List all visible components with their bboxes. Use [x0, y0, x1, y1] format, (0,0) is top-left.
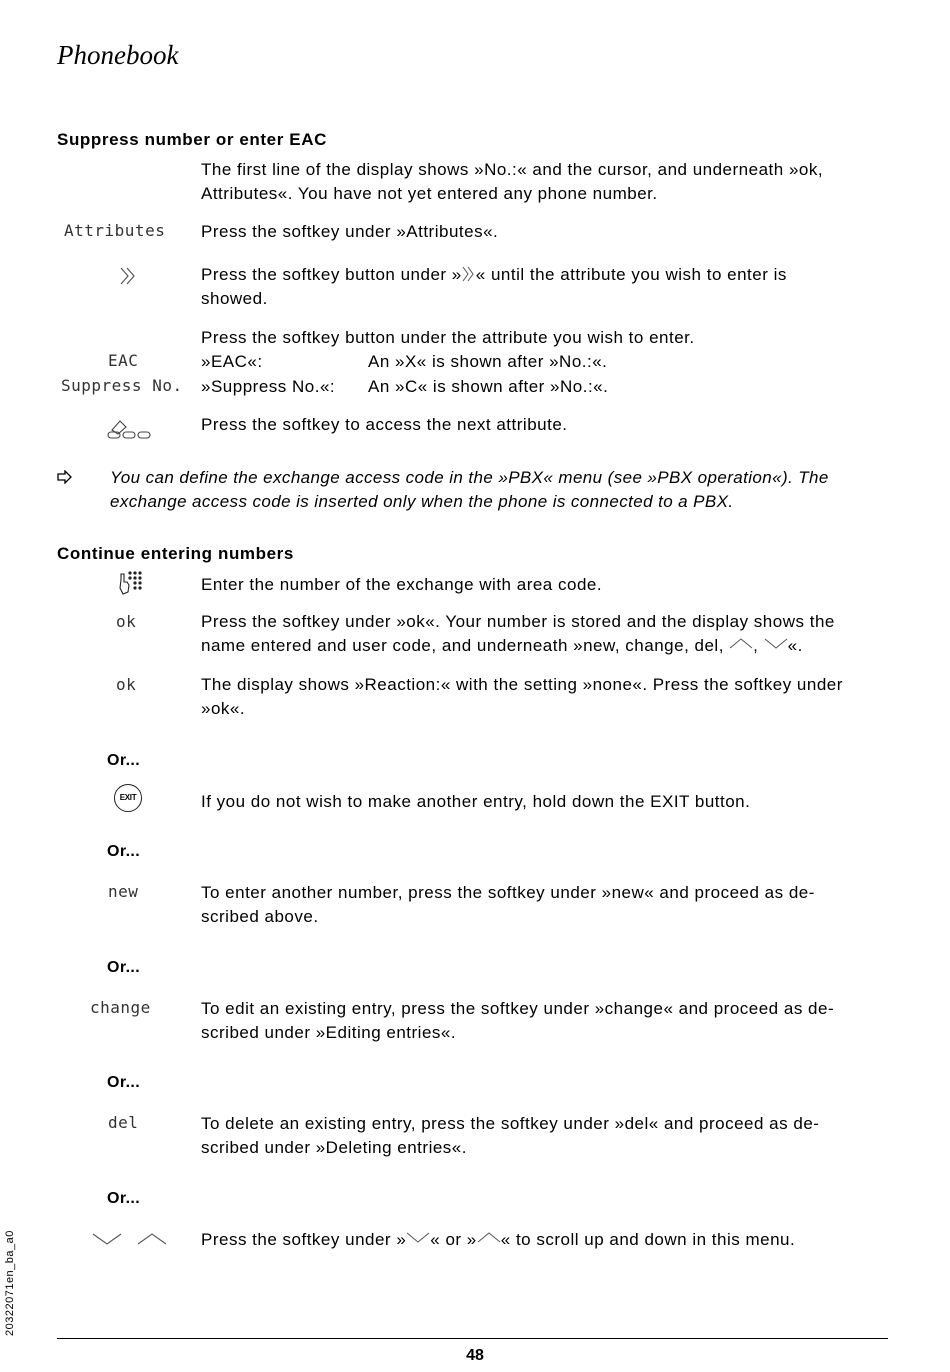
or-label: Or... [107, 1074, 141, 1091]
note-line-2: exchange access code is inserted only when the phone is connected to a PBX. [110, 492, 734, 511]
note-line-1: You can define the exchange access code in the »PBX« menu (see »PBX operation«). The [110, 468, 829, 487]
suppress-label: »Suppress No.«: [201, 377, 336, 396]
eac-row [201, 350, 901, 374]
note-arrow-icon [57, 470, 73, 484]
change-softkey-label: change [90, 998, 151, 1017]
arrow-instruction-line-1: Press the softkey button under » « until the attribute you wish to enter is [201, 265, 787, 284]
change-instruction [201, 997, 901, 1045]
ok-softkey-label-1: ok [116, 612, 137, 631]
new-line-1: To enter another number, press the softkey under »new« and proceed as de- [201, 883, 815, 902]
suppress-no-softkey-label: Suppress No. [61, 376, 183, 395]
ok1-line-1: Press the softkey under »ok«. Your number is stored and the display shows the [201, 612, 835, 631]
or-label: Or... [107, 752, 141, 769]
section-heading-suppress: Suppress number or enter EAC [57, 130, 327, 149]
new-softkey-label: new [108, 882, 139, 901]
exit-button-icon [114, 784, 142, 812]
note-text [110, 466, 900, 514]
scroll-down-icon [92, 1232, 122, 1246]
suppress-row [201, 375, 901, 399]
keypad-instruction: Enter the number of the exchange with area code. [201, 575, 603, 594]
scroll-instruction: Press the softkey under » « or » « to scroll up and down in this menu. [201, 1230, 796, 1249]
double-chevron-right-icon [119, 266, 137, 286]
new-instruction [201, 881, 901, 929]
arrow-instruction [201, 263, 901, 311]
softkey-press-icon [106, 418, 152, 440]
suppress-intro [201, 158, 901, 206]
or-label: Or... [107, 1190, 141, 1207]
attributes-softkey-label: Attributes [64, 221, 166, 240]
ok2-line-1: The display shows »Reaction:« with the setting »none«. Press the softkey under [201, 675, 843, 694]
scroll-up-icon [477, 1231, 501, 1245]
arrow-instruction-line-2: showed. [201, 289, 268, 308]
change-line-2: scribed under »Editing entries«. [201, 1023, 457, 1042]
page-header: Phonebook [57, 40, 179, 70]
eac-label: »EAC«: [201, 352, 263, 371]
scroll-up-icon [137, 1232, 167, 1246]
attributes-instruction: Press the softkey under »Attributes«. [201, 222, 499, 241]
intro-line-1: The first line of the display shows »No.:« and the cursor, and underneath »ok, [201, 160, 824, 179]
double-chevron-right-icon [462, 266, 476, 282]
exit-instruction: If you do not wish to make another entry, hold down the EXIT button. [201, 792, 751, 811]
ok-instruction-2 [201, 673, 901, 721]
next-attribute-instruction: Press the softkey to access the next attribute. [201, 415, 568, 434]
document-code: 20322071en_ba_a0 [4, 1230, 16, 1336]
footer-divider [57, 1338, 888, 1339]
del-softkey-label: del [108, 1113, 139, 1132]
ok-instruction-1 [201, 610, 901, 658]
del-instruction [201, 1112, 901, 1160]
scroll-down-icon [406, 1231, 430, 1245]
scroll-down-icon [764, 637, 788, 651]
scroll-up-icon [729, 637, 753, 651]
or-label: Or... [107, 959, 141, 976]
del-line-1: To delete an existing entry, press the softkey under »del« and proceed as de- [201, 1114, 820, 1133]
ok-softkey-label-2: ok [116, 675, 137, 694]
ok2-line-2: »ok«. [201, 699, 246, 718]
change-line-1: To edit an existing entry, press the softkey under »change« and proceed as de- [201, 999, 835, 1018]
eac-softkey-label: EAC [108, 351, 139, 370]
section-heading-continue: Continue entering numbers [57, 544, 294, 563]
or-label: Or... [107, 843, 141, 860]
ok1-line-2: name entered and user code, and underneath »new, change, del, , «. [201, 636, 803, 655]
page-number: 48 [466, 1347, 484, 1364]
suppress-description: An »C« is shown after »No.:«. [368, 377, 609, 396]
del-line-2: scribed under »Deleting entries«. [201, 1138, 467, 1157]
new-line-2: scribed above. [201, 907, 319, 926]
eac-description: An »X« is shown after »No.:«. [368, 352, 608, 371]
keypad-icon [118, 570, 142, 596]
choose-attribute-instruction: Press the softkey button under the attribute you wish to enter. [201, 328, 695, 347]
intro-line-2: Attributes«. You have not yet entered any phone number. [201, 184, 658, 203]
exit-icon-label: EXIT [119, 793, 137, 802]
